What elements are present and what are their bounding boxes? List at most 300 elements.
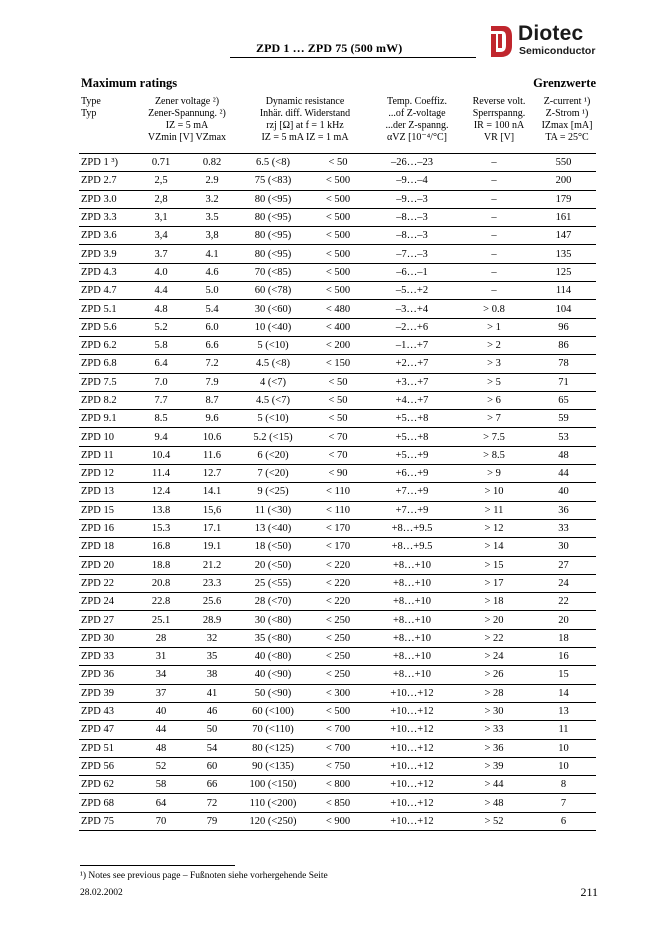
page-title: ZPD 1 … ZPD 75 (500 mW) [256,41,403,55]
table-cell: < 220 [309,574,367,592]
table-row [79,684,596,702]
table-cell: – [457,227,531,245]
table-cell: 3,1 [135,208,187,226]
table-row [79,593,596,611]
table-cell: 34 [135,666,187,684]
table-cell: 70 [135,812,187,830]
table-cell: 5.0 [187,282,237,300]
footnote-rule [80,865,235,866]
table-cell: 36 [531,501,596,519]
table-cell: 161 [531,208,596,226]
table-row [79,245,596,263]
table-cell: 104 [531,300,596,318]
table-cell: < 50 [309,391,367,409]
table-cell: 0.82 [187,154,237,172]
table-row [79,428,596,446]
table-cell: +10…+12 [367,721,457,739]
table-cell: 3,8 [187,227,237,245]
table-cell: 9 (<25) [237,483,309,501]
table-cell: < 500 [309,172,367,190]
table-cell: < 300 [309,684,367,702]
col-header-line: Type [81,96,101,107]
table-cell: < 250 [309,648,367,666]
table-cell: > 3 [457,355,531,373]
table-cell: ZPD 3.3 [79,208,135,226]
table-cell: 44 [531,465,596,483]
table-row [79,611,596,629]
table-cell: < 700 [309,739,367,757]
table-cell: – [457,154,531,172]
table-cell: 4.4 [135,282,187,300]
table-cell: 7.0 [135,373,187,391]
table-cell: 7.9 [187,373,237,391]
title-rule [230,57,476,58]
table-cell: 28 (<70) [237,593,309,611]
table-cell: 0.71 [135,154,187,172]
table-row [79,519,596,537]
table-cell: > 0.8 [457,300,531,318]
table-cell: 18 [531,629,596,647]
table-cell: < 90 [309,465,367,483]
page-number: 211 [580,885,598,899]
table-cell: +5…+8 [367,428,457,446]
table-cell: +10…+12 [367,739,457,757]
table-cell: < 220 [309,593,367,611]
table-cell: > 14 [457,538,531,556]
table-cell: 4.8 [135,300,187,318]
table-cell: < 480 [309,300,367,318]
table-cell: 4.5 (<7) [237,391,309,409]
table-row [79,373,596,391]
table-cell: ZPD 5.6 [79,318,135,336]
table-cell: ZPD 22 [79,574,135,592]
table-row [79,465,596,483]
col-header-reverse [462,96,536,144]
table-cell: 30 [531,538,596,556]
table-cell: > 39 [457,757,531,775]
table-cell: 40 (<90) [237,666,309,684]
table-cell: 20 (<50) [237,556,309,574]
table-cell: 3.7 [135,245,187,263]
table-cell: 8.7 [187,391,237,409]
table-cell: < 110 [309,483,367,501]
table-cell: +8…+10 [367,593,457,611]
table-cell: ZPD 3.0 [79,190,135,208]
table-cell: ZPD 5.1 [79,300,135,318]
table-cell: 66 [187,776,237,794]
table-cell: 16.8 [135,538,187,556]
table-cell: 18.8 [135,556,187,574]
table-cell: –9…–3 [367,190,457,208]
table-row [79,794,596,812]
table-row [79,227,596,245]
section-title-de: Grenzwerte [533,76,596,90]
table-cell: 11 [531,721,596,739]
table-cell: 4 (<7) [237,373,309,391]
col-header-line: Z-Strom ¹) [545,108,589,119]
table-cell: +8…+10 [367,666,457,684]
table-cell: 70 (<85) [237,263,309,281]
brand-name: Diotec [518,22,584,45]
table-cell: ZPD 2.7 [79,172,135,190]
table-cell: < 250 [309,611,367,629]
table-cell: 50 [187,721,237,739]
table-cell: 16 [531,648,596,666]
table-cell: +8…+10 [367,574,457,592]
table-cell: +7…+9 [367,483,457,501]
table-cell: +8…+10 [367,611,457,629]
table-cell: > 33 [457,721,531,739]
table-cell: 44 [135,721,187,739]
table-cell: ZPD 6.2 [79,336,135,354]
table-cell: +10…+12 [367,702,457,720]
table-cell: < 900 [309,812,367,830]
table-cell: 100 (<150) [237,776,309,794]
table-cell: 5.4 [187,300,237,318]
table-cell: 25.1 [135,611,187,629]
table-cell: 11 (<30) [237,501,309,519]
table-cell: 11.6 [187,446,237,464]
table-cell: < 170 [309,538,367,556]
table-row [79,483,596,501]
table-cell: +8…+10 [367,629,457,647]
table-cell: 71 [531,373,596,391]
table-row [79,190,596,208]
table-cell: +10…+12 [367,684,457,702]
table-cell: < 500 [309,208,367,226]
table-cell: ZPD 7.5 [79,373,135,391]
table-cell: 33 [531,519,596,537]
table-cell: 58 [135,776,187,794]
table-cell: ZPD 6.8 [79,355,135,373]
table-cell: ZPD 3.6 [79,227,135,245]
table-cell: < 500 [309,282,367,300]
table-cell: 35 [187,648,237,666]
table-cell: 20.8 [135,574,187,592]
table-cell: ZPD 12 [79,465,135,483]
table-cell: 70 (<110) [237,721,309,739]
table-row [79,318,596,336]
table-body [79,154,596,831]
table-cell: 48 [135,739,187,757]
table-cell: < 70 [309,446,367,464]
table-cell: 179 [531,190,596,208]
table-cell: ZPD 11 [79,446,135,464]
table-cell: –9…–4 [367,172,457,190]
table-cell: > 15 [457,556,531,574]
table-cell: 96 [531,318,596,336]
table-row [79,721,596,739]
brand-subtitle: Semiconductor [519,45,596,57]
table-cell: –8…–3 [367,208,457,226]
table-cell: 20 [531,611,596,629]
table-cell: < 500 [309,245,367,263]
table-cell: 7 (<20) [237,465,309,483]
table-cell: 5.8 [135,336,187,354]
col-header-line: Typ [81,108,97,119]
table-row [79,282,596,300]
table-cell: 23.3 [187,574,237,592]
col-header-type [81,96,131,120]
table-cell: 31 [135,648,187,666]
table-cell: 4.0 [135,263,187,281]
table-cell: < 50 [309,373,367,391]
table-cell: 60 (<78) [237,282,309,300]
table-cell: < 850 [309,794,367,812]
table-cell: ZPD 13 [79,483,135,501]
table-cell: 4.5 (<8) [237,355,309,373]
table-cell: 125 [531,263,596,281]
table-cell: 2,8 [135,190,187,208]
col-header-line: Temp. Coeffiz. [387,96,447,107]
footnote: ¹) Notes see previous page – Fußnoten siehe vorhergehende Seite [80,871,328,881]
table-cell: 2,5 [135,172,187,190]
diotec-logo [488,24,603,60]
table-cell: > 7 [457,410,531,428]
table-cell: 30 (<80) [237,611,309,629]
table-cell: > 24 [457,648,531,666]
table-cell: > 52 [457,812,531,830]
col-header-line: Z-current ¹) [543,96,591,107]
table-cell: < 220 [309,556,367,574]
table-cell: < 250 [309,666,367,684]
table-cell: > 7.5 [457,428,531,446]
table-cell: 3.2 [187,190,237,208]
table-row [79,648,596,666]
col-header-line: IR = 100 nA [473,120,525,131]
document-date: 28.02.2002 [80,888,123,898]
table-cell: 22 [531,593,596,611]
table-cell: 12.7 [187,465,237,483]
table-cell: +10…+12 [367,776,457,794]
col-header-line: Sperrspanng. [472,108,526,119]
table-cell: 25.6 [187,593,237,611]
table-cell: 2.9 [187,172,237,190]
col-header-line: TA = 25°C [545,132,589,143]
table-row [79,574,596,592]
table-cell: 8.5 [135,410,187,428]
table-cell: > 30 [457,702,531,720]
table-cell: < 500 [309,190,367,208]
col-header-line: Dynamic resistance [265,96,345,107]
table-cell: > 44 [457,776,531,794]
table-cell: 12.4 [135,483,187,501]
col-header-temp [374,96,460,144]
table-cell: < 250 [309,629,367,647]
table-row [79,629,596,647]
table-cell: 38 [187,666,237,684]
table-cell: ZPD 51 [79,739,135,757]
col-header-line: IZ = 5 mA [165,120,209,131]
table-cell: 75 (<83) [237,172,309,190]
table-cell: 9.6 [187,410,237,428]
table-cell: 10 [531,757,596,775]
table-cell: 78 [531,355,596,373]
table-cell: +3…+7 [367,373,457,391]
col-header-line: Zener-Spannung. ²) [148,108,226,119]
table-cell: > 20 [457,611,531,629]
table-cell: 7.7 [135,391,187,409]
col-header-line: VZmin [V] VZmax [147,132,227,143]
table-cell: > 17 [457,574,531,592]
table-cell: ZPD 9.1 [79,410,135,428]
table-cell: 3.5 [187,208,237,226]
table-row [79,666,596,684]
table-cell: 40 [135,702,187,720]
table-cell: –7…–3 [367,245,457,263]
table-cell: 60 [187,757,237,775]
table-row [79,172,596,190]
table-cell: 550 [531,154,596,172]
table-cell: 80 (<125) [237,739,309,757]
col-header-zcurrent [536,96,598,144]
table-cell: +5…+9 [367,446,457,464]
col-header-line: ...der Z-spanng. [385,120,449,131]
table-cell: 6.6 [187,336,237,354]
table-cell: 5.2 [135,318,187,336]
table-cell: +2…+7 [367,355,457,373]
table-cell: –8…–3 [367,227,457,245]
table-cell: 120 (<250) [237,812,309,830]
table-cell: 5 (<10) [237,336,309,354]
table-cell: – [457,282,531,300]
table-row [79,812,596,830]
table-cell: < 500 [309,263,367,281]
table-cell: 32 [187,629,237,647]
table-cell: 15.3 [135,519,187,537]
table-cell: +6…+9 [367,465,457,483]
table-cell: < 750 [309,757,367,775]
table-cell: 18 (<50) [237,538,309,556]
table-cell: 28 [135,629,187,647]
table-cell: +8…+10 [367,556,457,574]
table-cell: 22.8 [135,593,187,611]
table-cell: 52 [135,757,187,775]
table-row [79,208,596,226]
table-cell: +10…+12 [367,794,457,812]
table-cell: ZPD 4.7 [79,282,135,300]
table-cell: 6 [531,812,596,830]
table-row [79,300,596,318]
table-cell: 86 [531,336,596,354]
table-cell: ZPD 15 [79,501,135,519]
table-cell: 64 [135,794,187,812]
table-row [79,538,596,556]
col-header-line: Zener voltage ²) [154,96,220,107]
table-cell: +7…+9 [367,501,457,519]
table-cell: 5 (<10) [237,410,309,428]
table-cell: 25 (<55) [237,574,309,592]
table-row [79,336,596,354]
table-cell: ZPD 68 [79,794,135,812]
table-cell: ZPD 20 [79,556,135,574]
table-cell: +10…+12 [367,812,457,830]
table-cell: ZPD 16 [79,519,135,537]
table-cell: 13.8 [135,501,187,519]
table-cell: 6 (<20) [237,446,309,464]
table-cell: 40 [531,483,596,501]
table-row [79,263,596,281]
table-cell: +8…+9.5 [367,538,457,556]
table-cell: +10…+12 [367,757,457,775]
table-cell: 65 [531,391,596,409]
table-cell: ZPD 43 [79,702,135,720]
ratings-table [79,153,596,831]
table-cell: ZPD 75 [79,812,135,830]
table-cell: 48 [531,446,596,464]
table-cell: < 50 [309,410,367,428]
table-cell: 9.4 [135,428,187,446]
table-row [79,501,596,519]
table-row [79,391,596,409]
table-row [79,556,596,574]
table-cell: +4…+7 [367,391,457,409]
table-cell: 27 [531,556,596,574]
table-cell: < 150 [309,355,367,373]
table-cell: 135 [531,245,596,263]
col-header-line: ...of Z-voltage [388,108,446,119]
table-cell: 7.2 [187,355,237,373]
table-row [79,446,596,464]
table-row [79,355,596,373]
table-cell: ZPD 62 [79,776,135,794]
col-header-line: rzj [Ω] at f = 1 kHz [266,120,344,131]
section-title-en: Maximum ratings [81,76,178,90]
table-cell: – [457,190,531,208]
table-cell: 13 [531,702,596,720]
table-cell: < 170 [309,519,367,537]
table-cell: ZPD 56 [79,757,135,775]
table-cell: – [457,208,531,226]
table-cell: > 28 [457,684,531,702]
table-cell: 24 [531,574,596,592]
table-cell: ZPD 10 [79,428,135,446]
table-cell: 114 [531,282,596,300]
table-cell: 5.2 (<15) [237,428,309,446]
table-cell: +8…+9.5 [367,519,457,537]
table-cell: > 8.5 [457,446,531,464]
table-cell: 3,4 [135,227,187,245]
table-cell: – [457,263,531,281]
table-cell: ZPD 33 [79,648,135,666]
diotec-logo-icon [488,24,516,58]
table-cell: 13 (<40) [237,519,309,537]
table-cell: 6.4 [135,355,187,373]
table-cell: 4.1 [187,245,237,263]
table-cell: 6.0 [187,318,237,336]
table-cell: 79 [187,812,237,830]
table-cell: 14.1 [187,483,237,501]
table-cell: > 12 [457,519,531,537]
table-cell: ZPD 1 ³) [79,154,135,172]
table-cell: 53 [531,428,596,446]
table-cell: < 500 [309,702,367,720]
table-cell: 90 (<135) [237,757,309,775]
table-cell: < 50 [309,154,367,172]
table-cell: 11.4 [135,465,187,483]
table-cell: 80 (<95) [237,208,309,226]
table-cell: < 700 [309,721,367,739]
table-cell: > 36 [457,739,531,757]
table-cell: 59 [531,410,596,428]
table-cell: 17.1 [187,519,237,537]
table-cell: > 2 [457,336,531,354]
table-cell: > 48 [457,794,531,812]
table-cell: 147 [531,227,596,245]
table-row [79,757,596,775]
table-cell: 10 [531,739,596,757]
table-cell: 15,6 [187,501,237,519]
